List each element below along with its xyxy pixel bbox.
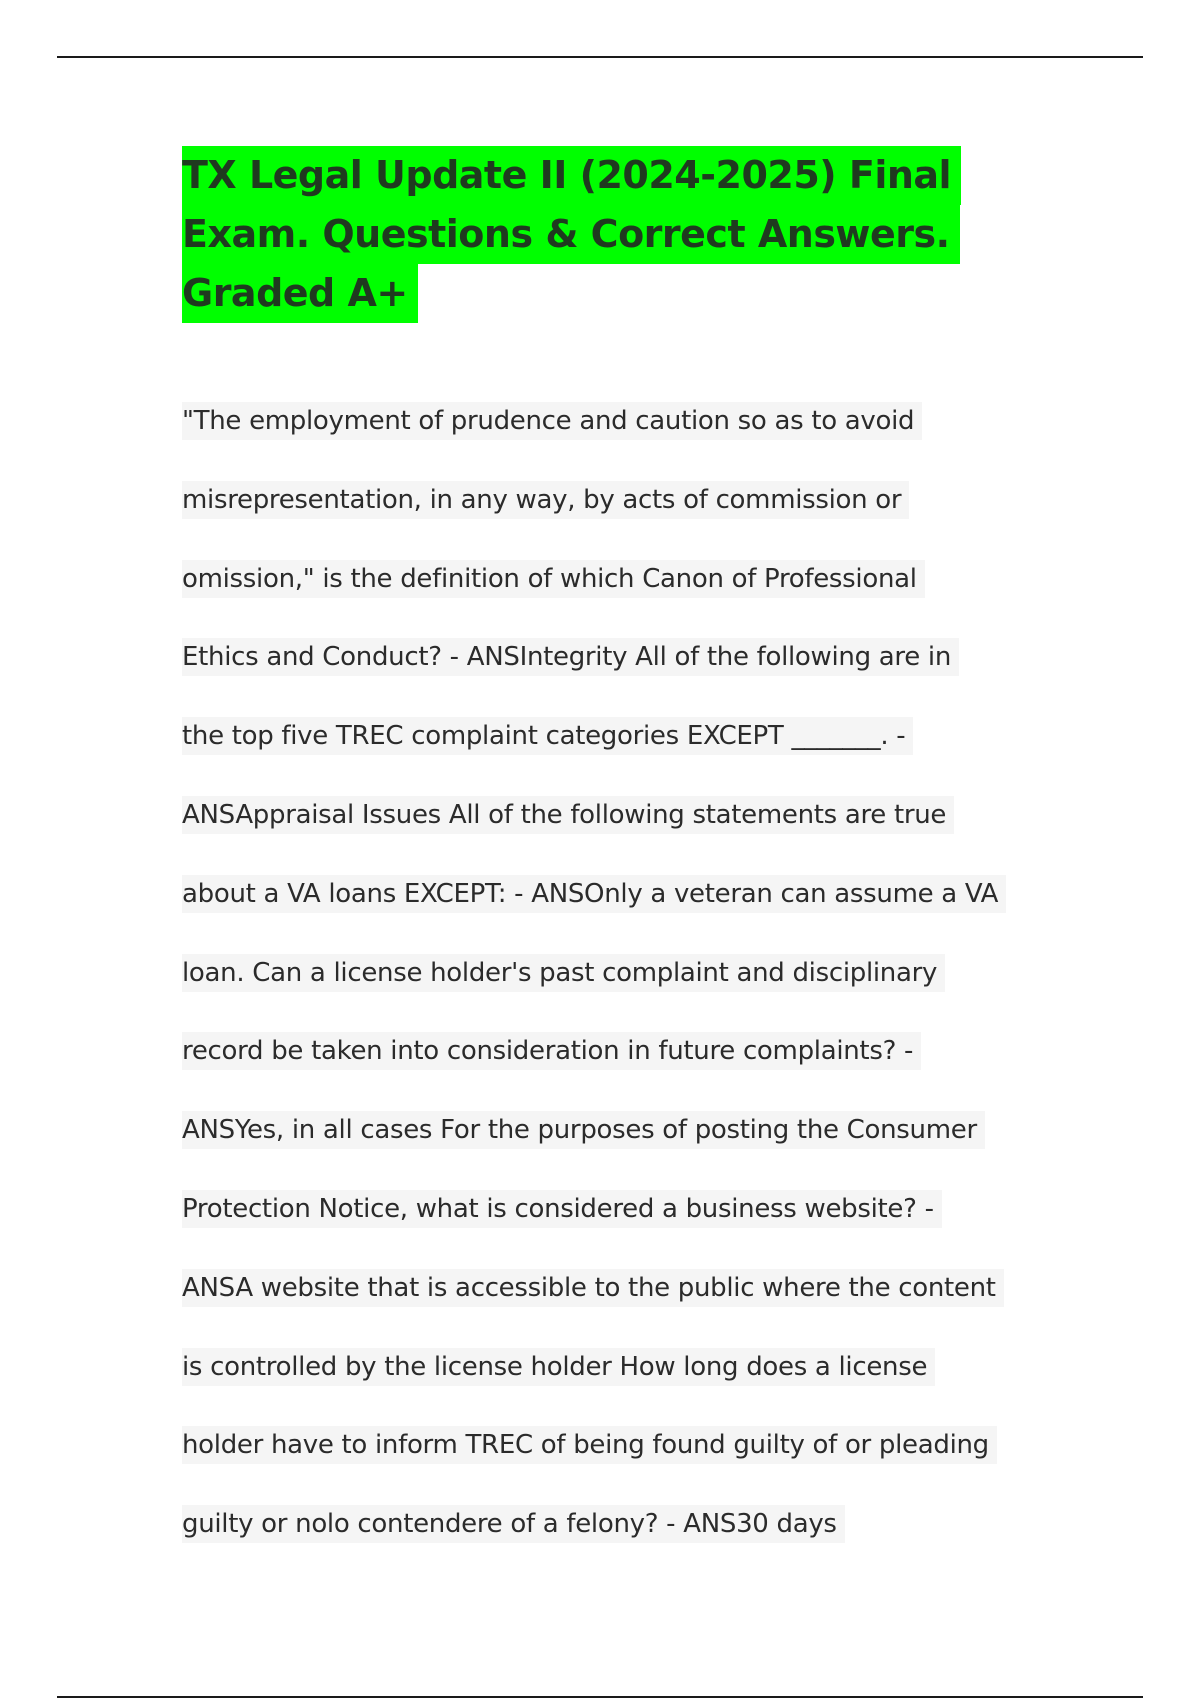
body-line-7: about a VA loans EXCEPT: - ANSOnly a veteran can assume a VA [182,875,1006,913]
body-line-13: is controlled by the license holder How long does a license [182,1348,935,1386]
title-line-1: TX Legal Update II (2024-2025) Final [182,146,961,205]
body-line-5: the top five TREC complaint categories EXCEPT _______. - [182,717,913,755]
body-line-8: loan. Can a license holder's past complaint and disciplinary [182,954,945,992]
title-line-2: Exam. Questions & Correct Answers. [182,205,960,264]
document-body [182,402,1082,1584]
bottom-rule [57,1696,1143,1698]
body-line-2: misrepresentation, in any way, by acts of commission or [182,481,909,519]
body-line-6: ANSAppraisal Issues All of the following statements are true [182,796,954,834]
body-line-9: record be taken into consideration in future complaints? - [182,1032,921,1070]
title-line-3: Graded A+ [182,264,418,323]
body-line-11: Protection Notice, what is considered a business website? - [182,1190,942,1228]
body-line-14: holder have to inform TREC of being found guilty of or pleading [182,1426,997,1464]
top-rule [57,56,1143,58]
body-line-15: guilty or nolo contendere of a felony? - ANS30 days [182,1505,845,1543]
body-line-1: "The employment of prudence and caution so as to avoid [182,402,922,440]
body-line-10: ANSYes, in all cases For the purposes of posting the Consumer [182,1111,985,1149]
body-line-4: Ethics and Conduct? - ANSIntegrity All of the following are in [182,638,959,676]
body-line-3: omission," is the definition of which Canon of Professional [182,560,925,598]
body-line-12: ANSA website that is accessible to the public where the content [182,1269,1004,1307]
document-title [182,146,952,323]
